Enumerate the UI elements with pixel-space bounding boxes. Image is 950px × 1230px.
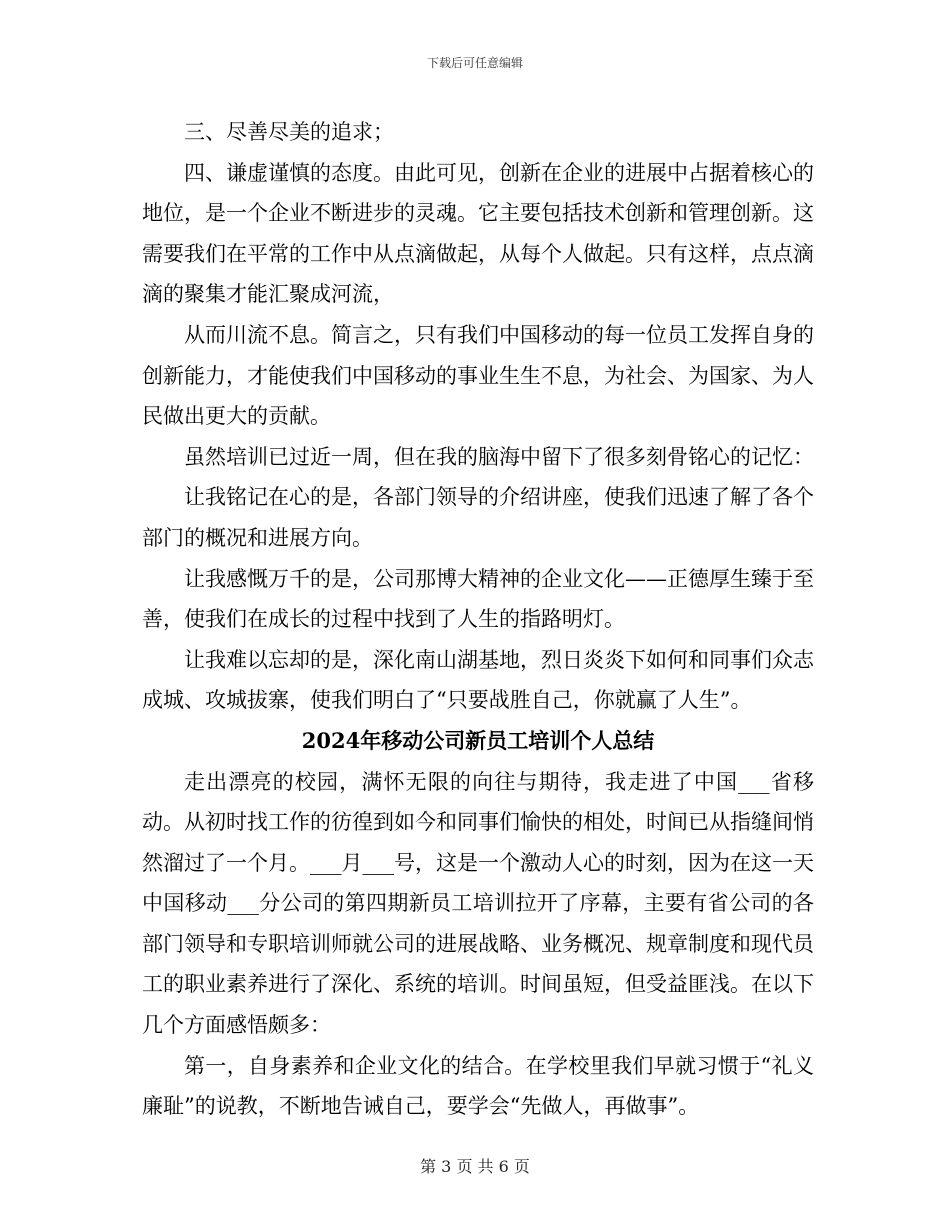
paragraph-point-four: 四、谦虚谨慎的态度。由此可见，创新在企业的进展中占据着核心的地位，是一个企业不断进步的灵魂。它主要包括技术创新和管理创新。这需要我们在平常的工作中从点滴做起，从每个人做起。只有这样，点点滴滴的聚集才能汇聚成河流， (142, 160, 814, 307)
paragraph-remember-lectures: 让我铭记在心的是，各部门领导的介绍讲座，使我们迅速了解了各个部门的概况和进展方向。 (142, 485, 814, 550)
paragraph-point-three: 三、尽善尽美的追求； (184, 120, 394, 144)
document-body (142, 112, 814, 1127)
paragraph-innovation-conclusion: 从而川流不息。简言之，只有我们中国移动的每一位员工发挥自身的创新能力，才能使我们中国移动的事业生生不息，为社会、为国家、为人民做出更大的贡献。 (142, 322, 814, 429)
paragraph-first-point: 第一，自身素养和企业文化的结合。在学校里我们早就习惯于“礼义廉耻”的说教，不断地告诫自己，要学会“先做人，再做事”。 (142, 1053, 814, 1119)
page-number: 第 3 页 共 6 页 (420, 1157, 530, 1176)
paragraph-introduction: 走出漂亮的校园，满怀无限的向往与期待，我走进了中国___省移动。从初时找工作的彷徨到如今和同事们愉快的相处，时间已从指缝间悄然溜过了一个月。___月___号，这是一个激动人心的时刻，因为在这一天中国移动___分公司的第四期新员工培训拉开了序幕，主要有省公司的各部门领导和专职培训师就公司的进展战略、业务概况、规章制度和现代员工的职业素养进行了深化、系统的培训。时间虽短，但受益匪浅。在以下几个方面感悟颇多： (142, 769, 814, 1038)
paragraph-corporate-culture: 让我感慨万千的是，公司那博大精神的企业文化——正德厚生臻于至善，使我们在成长的过程中找到了人生的指路明灯。 (142, 566, 814, 632)
section-title: 2024年移动公司新员工培训个人总结 (301, 727, 655, 753)
paragraph-base-training: 让我难以忘却的是，深化南山湖基地，烈日炎炎下如何和同事们众志成城、攻城拔寨，使我们明白了“只要战胜自己，你就赢了人生”。 (142, 647, 814, 713)
page-header-note: 下载后可任意编辑 (426, 56, 523, 70)
paragraph-training-memory: 虽然培训已过近一周，但在我的脑海中留下了很多刻骨铭心的记忆： (184, 444, 814, 469)
